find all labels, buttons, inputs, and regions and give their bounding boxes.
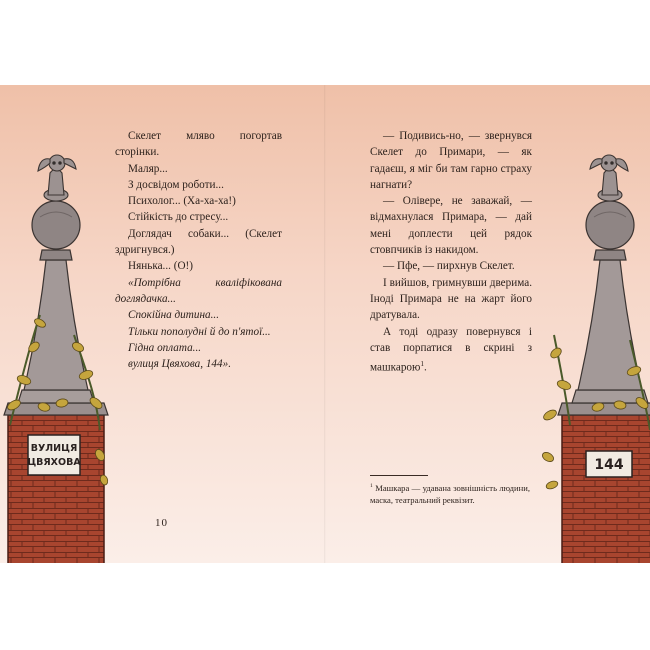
footnote-ref: 1 (420, 360, 425, 369)
paragraph: «Потрібна кваліфікована доглядачка... (115, 276, 282, 305)
paragraph: Стійкість до стресу... (128, 211, 229, 224)
paragraph-text: — Подивись-но, — звернувся Скелет до Примари, — як гадаєш, я міг би там гарно страху нагнати? (370, 130, 532, 191)
book-spread (0, 85, 650, 563)
paragraph (370, 258, 532, 274)
footnote (370, 480, 530, 506)
paragraph: Психолог... (Ха-ха-ха!) (128, 195, 236, 208)
page-number: 10 (155, 517, 168, 529)
paragraph-text: А тоді одразу повернувся і став порпатися в скрині з машкарою (370, 325, 532, 374)
paragraph (370, 324, 532, 377)
paragraph: Гідна оплата... (128, 341, 202, 354)
paragraph: Доглядач собаки... (Скелет здригнувся.) (115, 227, 282, 257)
right-gate-pillar-illustration (540, 85, 650, 563)
footnote-rule (370, 475, 428, 476)
paragraph-text: І вийшов, гримнувши дверима. Іноді Примара не на жарт його дратувала. (370, 276, 532, 322)
paragraph: Нянька... (О!) (128, 260, 193, 273)
dog-statue-icon (38, 155, 76, 201)
house-number: 144 (594, 457, 624, 473)
paragraph-tail: . (424, 361, 427, 374)
paragraph: вулиця Цвяхова, 144». (128, 358, 231, 371)
left-gate-pillar-illustration (0, 85, 110, 563)
paragraph: Тільки пополудні й до п'ятої... (128, 325, 271, 338)
dog-statue-icon (590, 155, 628, 201)
street-sign-line1: ВУЛИЦЯ (30, 443, 78, 454)
paragraph: Маляр... (128, 162, 168, 175)
footnote-text: Машкара — удавана зовнішність людини, маска, театральний реквізит. (370, 482, 530, 505)
paragraph-text: — Пфе, — пирхнув Скелет. (383, 260, 515, 273)
paragraph: Скелет мляво погортав сторінки. (115, 130, 282, 159)
paragraph: З досвідом роботи... (128, 178, 224, 191)
paragraph (370, 128, 532, 193)
paragraph (370, 193, 532, 258)
paragraph-text: — Олівере, не заважай, — відмахнулася Примара, — дай мені доплести цей рядок стовпчиків із накидом. (370, 195, 532, 257)
page-gutter (324, 85, 326, 563)
footnote-mark: 1 (370, 483, 373, 489)
right-page-text (370, 128, 532, 376)
street-sign-line2: ЦВЯХОВА (27, 457, 81, 468)
paragraph (370, 275, 532, 324)
paragraph: Спокійна дитина... (128, 309, 219, 322)
left-page-text (115, 128, 282, 372)
